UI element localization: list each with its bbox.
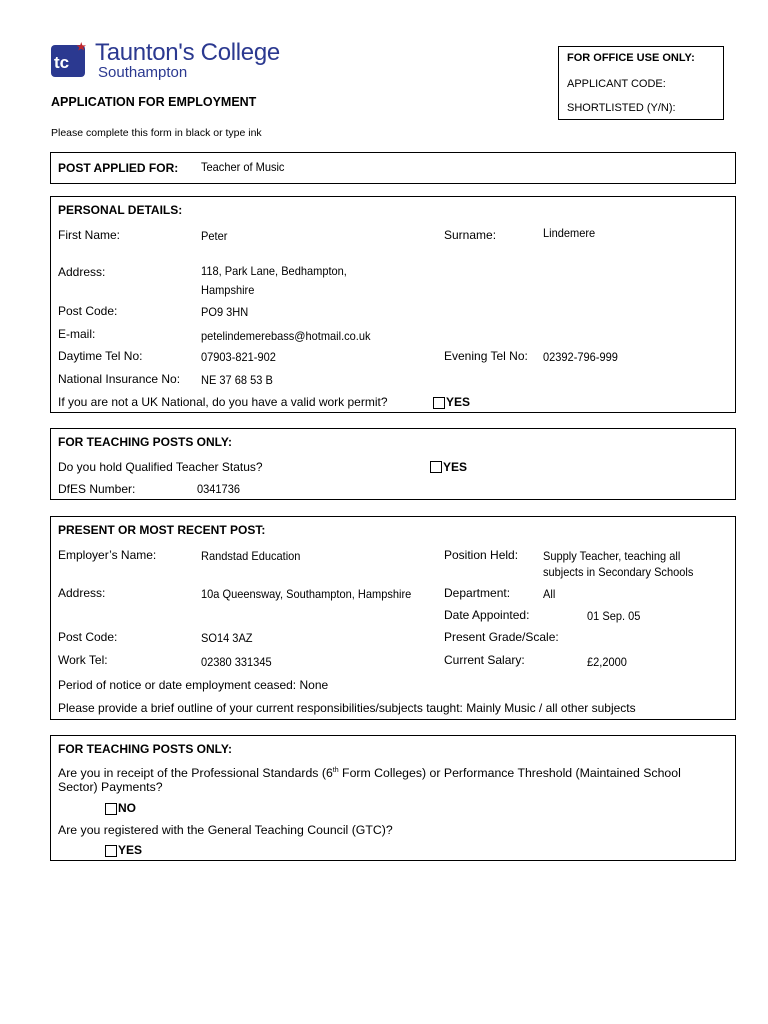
teaching-qts-title: FOR TEACHING POSTS ONLY: bbox=[58, 435, 233, 449]
salary-value[interactable]: £2,2000 bbox=[587, 655, 627, 669]
employer-label: Employer’s Name: bbox=[58, 548, 157, 562]
evening-tel-value[interactable]: 02392-796-999 bbox=[543, 350, 618, 364]
gtc-checkbox[interactable] bbox=[105, 845, 117, 857]
work-permit-checkbox[interactable] bbox=[433, 397, 445, 409]
svg-text:tc: tc bbox=[54, 53, 70, 72]
department-label: Department: bbox=[444, 586, 511, 600]
work-tel-value[interactable]: 02380 331345 bbox=[201, 655, 272, 669]
daytime-tel-label: Daytime Tel No: bbox=[58, 349, 143, 363]
college-logo-icon bbox=[50, 42, 88, 78]
teaching-standards-title: FOR TEACHING POSTS ONLY: bbox=[58, 742, 233, 756]
date-appointed-value[interactable]: 01 Sep. 05 bbox=[587, 609, 641, 623]
address-label: Address: bbox=[58, 265, 106, 279]
work-permit-answer: YES bbox=[446, 395, 471, 409]
post-applied-value[interactable]: Teacher of Music bbox=[201, 160, 285, 174]
personal-details-title: PERSONAL DETAILS: bbox=[58, 203, 183, 217]
standards-answer: NO bbox=[118, 801, 136, 815]
applicant-code-label: APPLICANT CODE: bbox=[567, 78, 666, 90]
position-line2[interactable]: subjects in Secondary Schools bbox=[543, 565, 694, 579]
standards-checkbox[interactable] bbox=[105, 803, 117, 815]
post-applied-label: POST APPLIED FOR: bbox=[58, 161, 179, 175]
date-appointed-label: Date Appointed: bbox=[444, 608, 530, 622]
shortlisted-label: SHORTLISTED (Y/N): bbox=[567, 102, 676, 114]
standards-question-line2: Sector) Payments? bbox=[58, 780, 163, 794]
work-permit-question: If you are not a UK National, do you have a valid work permit? bbox=[58, 395, 388, 409]
work-tel-label: Work Tel: bbox=[58, 653, 108, 667]
college-campus: Southampton bbox=[98, 64, 188, 81]
office-use-title: FOR OFFICE USE ONLY: bbox=[567, 52, 695, 64]
college-logo bbox=[50, 39, 300, 82]
gtc-question: Are you registered with the General Teaching Council (GTC)? bbox=[58, 823, 393, 837]
notice-value[interactable]: None bbox=[299, 678, 329, 692]
address-line1[interactable]: 118, Park Lane, Bedhampton, bbox=[201, 264, 347, 278]
grade-label: Present Grade/Scale: bbox=[444, 630, 559, 644]
department-value[interactable]: All bbox=[543, 587, 556, 601]
standards-question-sup: th bbox=[332, 766, 339, 774]
postcode-value[interactable]: PO9 3HN bbox=[201, 305, 249, 319]
college-name: Taunton's College bbox=[95, 39, 280, 66]
ni-label: National Insurance No: bbox=[58, 372, 181, 386]
standards-question-part1: Are you in receipt of the Professional Standards (6 bbox=[58, 766, 333, 780]
email-label: E-mail: bbox=[58, 327, 96, 341]
position-line1[interactable]: Supply Teacher, teaching all bbox=[543, 549, 681, 563]
standards-question-part2: Form Colleges) or Performance Threshold (Maintained School bbox=[338, 766, 681, 780]
notice-label: Period of notice or date employment ceased: bbox=[58, 678, 297, 692]
form-title: APPLICATION FOR EMPLOYMENT bbox=[51, 95, 257, 109]
evening-tel-label: Evening Tel No: bbox=[444, 349, 528, 363]
outline-label: Please provide a brief outline of your current responsibilities/subjects taught: bbox=[58, 701, 463, 715]
outline-row bbox=[58, 701, 636, 715]
address-line2[interactable]: Hampshire bbox=[201, 283, 255, 297]
dfes-label: DfES Number: bbox=[58, 482, 136, 496]
salary-label: Current Salary: bbox=[444, 653, 525, 667]
surname-label: Surname: bbox=[444, 228, 497, 242]
notice-row bbox=[58, 678, 328, 692]
employer-postcode-value[interactable]: SO14 3AZ bbox=[201, 631, 253, 645]
form-instruction: Please complete this form in black or type ink bbox=[51, 127, 262, 139]
surname-value[interactable]: Lindemere bbox=[543, 226, 596, 240]
first-name-value[interactable]: Peter bbox=[201, 229, 228, 243]
gtc-answer: YES bbox=[118, 843, 143, 857]
qts-answer: YES bbox=[443, 460, 468, 474]
outline-value[interactable]: Mainly Music / all other subjects bbox=[466, 701, 636, 715]
standards-question bbox=[58, 766, 681, 780]
first-name-label: First Name: bbox=[58, 228, 121, 242]
position-label: Position Held: bbox=[444, 548, 519, 562]
employer-address-value[interactable]: 10a Queensway, Southampton, Hampshire bbox=[201, 587, 412, 601]
email-value[interactable]: petelindemerebass@hotmail.co.uk bbox=[201, 329, 371, 343]
ni-value[interactable]: NE 37 68 53 B bbox=[201, 373, 273, 387]
employer-value[interactable]: Randstad Education bbox=[201, 549, 301, 563]
qts-question: Do you hold Qualified Teacher Status? bbox=[58, 460, 263, 474]
present-post-title: PRESENT OR MOST RECENT POST: bbox=[58, 523, 266, 537]
employer-postcode-label: Post Code: bbox=[58, 630, 118, 644]
qts-checkbox[interactable] bbox=[430, 461, 442, 473]
employer-address-label: Address: bbox=[58, 586, 106, 600]
postcode-label: Post Code: bbox=[58, 304, 118, 318]
daytime-tel-value[interactable]: 07903-821-902 bbox=[201, 350, 276, 364]
dfes-value[interactable]: 0341736 bbox=[197, 482, 240, 496]
